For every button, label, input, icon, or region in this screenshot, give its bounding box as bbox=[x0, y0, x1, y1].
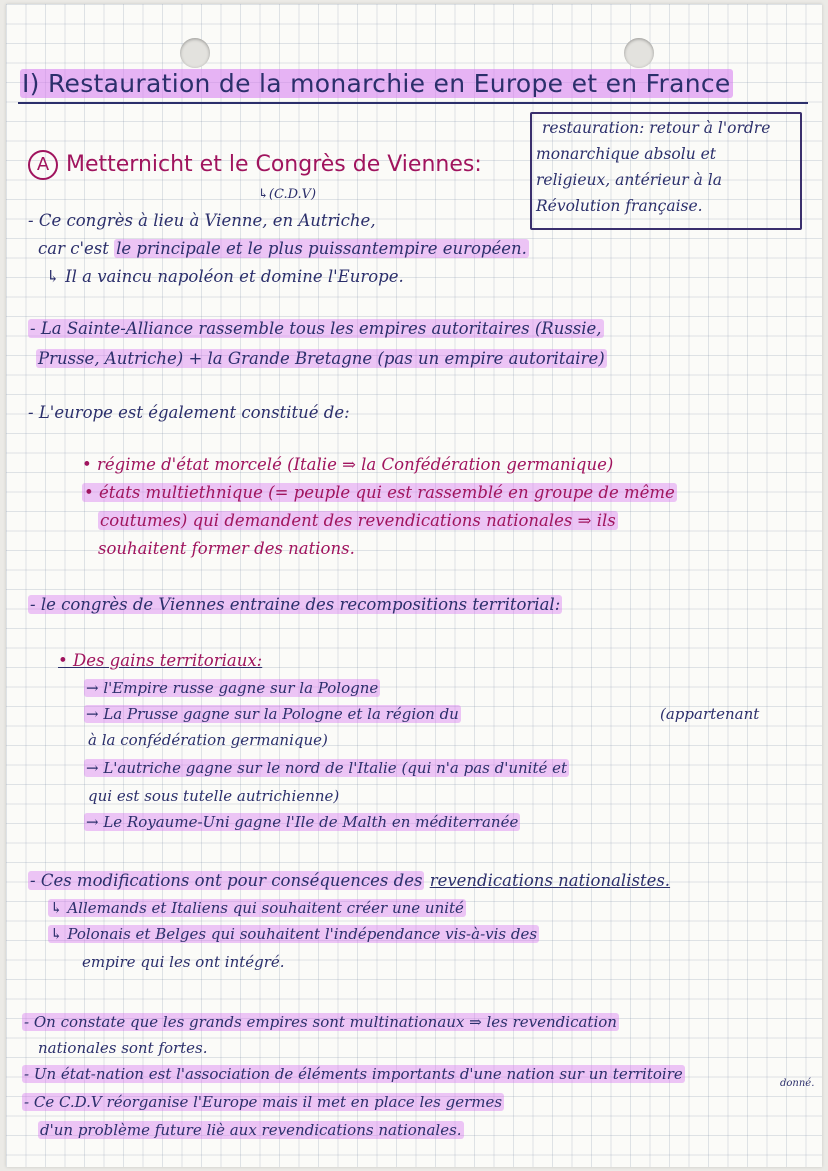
gains-heading bbox=[58, 652, 262, 670]
bullet-item-cont bbox=[98, 512, 618, 530]
page-title-text: I) Restauration de la monarchie en Europe et en France bbox=[22, 69, 731, 98]
highlighted-text: → L'autriche gagne sur le nord de l'Italie (qui n'a pas d'unité et bbox=[86, 759, 568, 777]
definition-box bbox=[530, 112, 802, 230]
gain-item-aside: (appartenant bbox=[660, 705, 760, 723]
text-line: - Ce congrès à lieu à Vienne, en Autriche, bbox=[28, 211, 376, 230]
gains-heading-text: • Des gains territoriaux: bbox=[58, 651, 263, 670]
highlighted-text: → l'Empire russe gagne sur la Pologne bbox=[86, 679, 379, 697]
definition-line: monarchique absolu et bbox=[536, 145, 717, 163]
underlined-text: revendications nationalistes. bbox=[429, 871, 671, 890]
highlighted-text: - On constate que les grands empires sont multinationaux ⇒ les revendication bbox=[24, 1013, 617, 1031]
highlighted-text: → Le Royaume-Uni gagne l'Ile de Malth en méditerranée bbox=[86, 813, 519, 831]
text-line bbox=[22, 1094, 504, 1111]
text-span: car c'est bbox=[38, 239, 109, 258]
text-line: nationales sont fortes. bbox=[38, 1039, 208, 1057]
highlighted-text: d'un problème future liè aux revendications nationales. bbox=[40, 1121, 462, 1139]
text-line bbox=[38, 1122, 464, 1139]
text-line bbox=[36, 350, 607, 368]
text-line bbox=[38, 240, 529, 258]
text-line bbox=[48, 926, 539, 943]
definition-line: Révolution française. bbox=[536, 197, 703, 215]
text-line: - L'europe est également constitué de: bbox=[28, 403, 350, 422]
definition-line: religieux, antérieur à la bbox=[536, 171, 722, 189]
binder-hole bbox=[180, 38, 210, 68]
text-line bbox=[28, 596, 562, 614]
text-line bbox=[28, 320, 604, 338]
section-marker: A bbox=[28, 150, 58, 180]
highlighted-text: coutumes) qui demandent des revendications nationales ⇒ ils bbox=[100, 511, 616, 530]
highlighted-text: ↳ Polonais et Belges qui souhaitent l'indépendance vis-à-vis des bbox=[50, 925, 538, 943]
highlighted-text: Prusse, Autriche) + la Grande Bretagne (pas un empire autoritaire) bbox=[38, 349, 605, 368]
section-a-abbrev: ↳(C.D.V) bbox=[258, 187, 317, 202]
definition-line: restauration: retour à l'ordre bbox=[542, 119, 771, 137]
text-line: ↳ Il a vaincu napoléon et domine l'Europe. bbox=[46, 267, 404, 286]
section-a-heading bbox=[28, 150, 482, 180]
bullet-item: • régime d'état morcelé (Italie ⇒ la Confédération germanique) bbox=[82, 455, 614, 474]
title-underline bbox=[18, 102, 808, 104]
text-line: empire qui les ont intégré. bbox=[82, 953, 285, 971]
highlighted-text: - La Sainte-Alliance rassemble tous les empires autoritaires (Russie, bbox=[30, 319, 602, 338]
highlighted-text: le principale et le plus puissantempire européen. bbox=[116, 239, 527, 258]
highlighted-text: - Ces modifications ont pour conséquences des bbox=[30, 871, 423, 890]
page-title bbox=[20, 70, 733, 98]
highlighted-text: - Un état-nation est l'association de éléments importants d'une nation sur un territoire bbox=[24, 1065, 683, 1083]
gain-item-cont: qui est sous tutelle autrichienne) bbox=[88, 787, 340, 805]
gain-item bbox=[84, 680, 380, 697]
text-line bbox=[48, 900, 466, 917]
gain-item bbox=[84, 760, 569, 777]
highlighted-text: → La Prusse gagne sur la Pologne et la région du bbox=[86, 705, 459, 723]
bullet-item-cont: souhaitent former des nations. bbox=[98, 539, 355, 558]
text-line bbox=[22, 1014, 619, 1031]
highlighted-text: ↳ Allemands et Italiens qui souhaitent créer une unité bbox=[50, 899, 464, 917]
gain-item-cont: à la confédération germanique) bbox=[88, 731, 328, 749]
text-margin-note: donné. bbox=[780, 1078, 815, 1089]
gain-item bbox=[84, 814, 520, 831]
text-line bbox=[28, 872, 670, 890]
highlighted-text: - le congrès de Viennes entraine des recompositions territorial: bbox=[30, 595, 561, 614]
section-a-heading-text: Metternicht et le Congrès de Viennes: bbox=[66, 152, 482, 177]
highlighted-text: • états multiethnique (= peuple qui est rassemblé en groupe de même bbox=[84, 483, 675, 502]
text-line bbox=[22, 1066, 685, 1083]
bullet-item bbox=[82, 484, 677, 502]
gain-item bbox=[84, 706, 461, 723]
highlighted-text: - Ce C.D.V réorganise l'Europe mais il met en place les germes bbox=[24, 1093, 503, 1111]
binder-hole bbox=[624, 38, 654, 68]
